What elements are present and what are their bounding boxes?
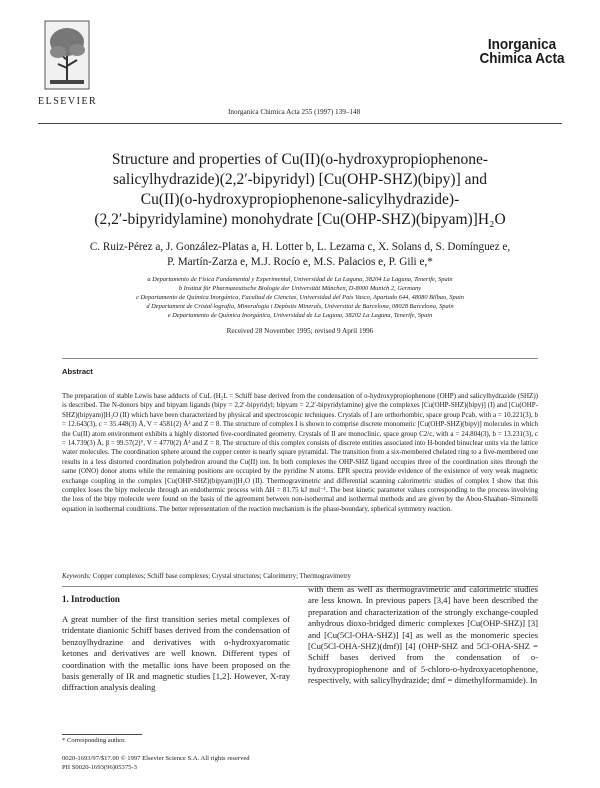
affiliation: d Departament de Cristal·lografia, Mineralogia i Depòsits Minerals, Universitat de Barcelona, 08028 Barcelona, Spain [146,303,454,310]
author-list [60,240,540,270]
author-line: P. Martín-Zarza e, M.J. Rocío e, M.S. Palacios e, P. Gili e,* [167,256,433,268]
abstract-text: The preparation of stable Lewis base adducts of CuL (H₂L = Schiff base derived from the condensation of o-hydroxypropiophenone (OHP) and salicylhydrazide (SHZ)) is described. The N-donors bipy and bipyam ligands (bipy = 2,2′-bipyridyl; bipyam = 2,2′-bipyridylamine) give the complexes [Cu(OHP-SHZ)(bipy)] (I) and [Cu(OHP-SHZ)(bipyam)]H₂O (II) which have been characterized by physical and spectroscopic techniques. Crystals of I are orthorhombic, space group Pcab, with a = 10.221(3), b = 12.643(3), c = 35.448(3) Å, V = 4581(2) Å³ and Z = 8. The structure of complex I is shown to comprise discrete monomeric [Cu(OHP-SHZ)(bipy)] molecules in which the Cu(II) atom environment exhibits a highly distorted five-coordinated geometry. Crystals of II are monoclinic, space group C2/c, with a = 24.804(3), b = 13.231(3), c = 14.739(3) Å, β = 99.57(2)°, V = 4770(2) Å³ and Z = 8. The structure of this complex consists of discrete entities associated into H-bonded binuclear units via the lattice water molecules. The coordination sphere around the copper center is nearly square pyramidal. The transition from a six-membered chelated ring to a five-membered one results in a less distorted coordination polyhedron around the Cu(II) ion. In both complexes the OHP-SHZ ligand occupies three of the coordination sites through the same (ONO) donor atoms while the remaining positions are occupied by the pyridine N atoms. EPR spectra provide evidence of the existence of very weak magnetic exchange coupling in the complex [Cu(OHP-SHZ)(bipyam)]H₂O (II). Thermogravimetric and differential scanning calorimetric studies of complex I show that this complex loses the bipy molecule through an endothermic process with ΔH = 81.75 kJ mol⁻¹. The best kinetic parameter values corresponding to the process involving the loss of the bipy molecule were found on the basis of the agreement between non-isothermal and isothermal methods and are given by the Abou-Shaaban–Simonelli equation in isothermal conditions. The better representation of the reaction mechanism is the phase-boundary, spherical symmetry reaction. [62,392,538,513]
affiliation-list [60,275,540,320]
title-line: (2,2′-bipyridylamine) monohydrate [Cu(OHP-SHZ)(bipyam)]H₂O [94,211,506,228]
footnote-divider [62,734,142,735]
title-line: Cu(II)(o-hydroxypropiophenone-salicylhydrazide)- [140,191,460,208]
journal-citation: Inorganica Chimica Acta 255 (1997) 139–148 [228,108,361,116]
body-text-left-column: A great number of the first transition series metal complexes of tridentate dianionic Schiff bases derived from the condensation of benzoylhydrazine and derivatives with o-hydroxyaromatic ketones and derivatives are well known. Different types of coordination with the metallic ions have been proposed on the basis generally of IR and magnetic studies [1,2]. However, X-ray diffraction analysis dealing [62,614,290,693]
article-title [60,150,540,230]
abstract-top-rule [62,358,538,359]
received-dates: Received 28 November 1995; revised 9 April 1996 [226,327,374,335]
keywords-list: Copper complexes; Schiff base complexes; Crystal structures; Calorimetry; Thermogravimetry [92,573,351,580]
keywords [62,573,538,580]
pii-line: PII S0020-1693(96)05375-3 [62,764,137,771]
header-divider [38,123,562,124]
section-heading: 1. Introduction [62,594,120,604]
journal-logo [477,38,567,66]
copyright-line: 0020-1693/97/$17.00 © 1997 Elsevier Science S.A. All rights reserved [62,755,250,762]
copyright-notice [62,754,250,772]
journal-logo-line2: Chimica Acta [479,50,565,67]
title-line: salicylhydrazide)(2,2′-bipyridyl) [Cu(OHP-SHZ)(bipy)] and [112,171,487,188]
abstract-heading: Abstract [62,367,93,376]
keywords-label: Keywords: [62,573,92,580]
title-line: Structure and properties of Cu(II)(o-hydroxypropiophenone- [111,151,489,168]
body-text-right-column: with them as well as thermogravimetric and calorimetric studies are less known. In previous papers [3,4] have been described the preparation and characterization of the strongly exchange-coupled anhydrous dioxo-bridged dimeric complexes [Cu(OHP-SHZ)] [3] and [Cu(5Cl-OHA-SHZ)] [4] as well as the monomeric species [Cu(5Cl-OHA-SHZ)(dmf)] [4] (OHP-SHZ and 5Cl-OHA-SHZ = Schiff bases derived from the condensation of o-hydroxypropiophenone and of 5-chloro-o-hydroxyacetophenone, respectively, with salicylhydrazide; dmf = dimethylformamide). In [308,584,538,686]
elsevier-tree-icon [44,20,90,90]
corresponding-author-footnote: * Corresponding author. [62,737,126,744]
author-line: C. Ruiz-Pérez a, J. González-Platas a, H. Lotter b, L. Lezama c, X. Solans d, S. Domínguez e, [89,241,511,253]
affiliation: e Departamento de Química Inorgánica, Universidad de La Laguna, 38202 La Laguna, Tenerife, Spain [167,312,433,319]
journal-logo-line1: Inorganica [487,36,557,53]
affiliation: b Institut für Pharmazeutische Biologie der Universität München, D-8000 Munich 2, Germany [178,285,422,292]
affiliation: a Departamento de Física Fundamental y Experimental, Universidad de La Laguna, 38204 La Laguna, Tenerife, Spain [147,276,453,283]
affiliation: c Departamento de Química Inorgánica, Facultad de Ciencias, Universidad del País Vasco, Apartado 644, 48080 Bilbao, Spain [136,294,464,301]
publisher-logo [38,18,98,114]
publisher-name: ELSEVIER [38,96,98,107]
